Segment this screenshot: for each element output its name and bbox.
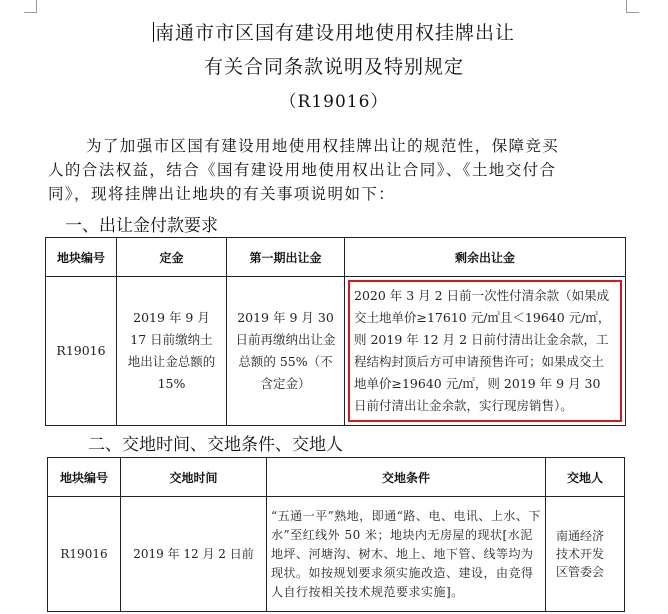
header-deposit: 定金 [117,238,227,277]
table-header-row [48,458,625,497]
cell-handover-condition: “五通一平”熟地，即通“路、电、电讯、上水、下水”至红线外 50 米；地块内无房屋的现状[水泥地坪、河塘沟、树木、地上、地下管、线等均为现状。如按规划要求须实施改造、建设，由竞得人自行按相关技术规范要求实施]。 [267,497,546,612]
deposit-text: 2019 年 9 月 17 日前缴纳土地出让金总额的 15% [127,310,216,391]
intro-line: 人的合法权益，结合《国有建设用地使用权出让合同》、《土地交付合 [48,161,557,179]
header-remaining-payment: 剩余出让金 [345,238,626,277]
handover-party-text: 南通经济技术开发区管委会 [556,528,605,579]
cell-handover-party [546,497,625,612]
page-corner-mark-left [24,0,37,13]
cell-handover-time: 2019 年 12 月 2 日前 [121,497,267,612]
header-parcel-id: 地块编号 [46,238,117,277]
intro-line: 为了加强市区国有建设用地使用权挂牌出让的规范性，保障竞买 [86,137,560,155]
first-payment-text: 2019 年 9 月 30 日前再缴纳出让金总额的 55%（不含定金） [235,310,336,391]
table-row [48,497,625,612]
table-row [46,277,626,426]
cell-deposit [117,277,227,426]
document-subtitle: 有关合同条款说明及特别规定 [203,56,464,78]
cell-parcel-id: R19016 [46,277,117,426]
header-first-payment: 第一期出让金 [227,238,345,277]
header-handover-party: 交地人 [546,458,625,497]
header-handover-time: 交地时间 [121,458,267,497]
intro-paragraph [48,134,623,206]
document-code: （R19016） [279,92,389,112]
header-handover-condition: 交地条件 [267,458,546,497]
document-title [0,18,668,45]
section-heading-handover: 二、交地时间、交地条件、交地人 [88,435,343,455]
text-cursor [153,22,154,42]
cell-first-payment [227,277,345,426]
intro-line: 同》，现将挂牌出让地块的有关事项说明如下： [48,185,396,203]
payment-table [45,237,626,426]
section-heading-payment: 一、出让金付款要求 [65,216,218,236]
table-header-row [46,238,626,277]
title-line-1: 南通市市区国有建设用地使用权挂牌出让 [154,22,515,44]
cell-remaining-payment [345,277,626,426]
cell-parcel-id: R19016 [48,497,121,612]
handover-table [47,457,625,612]
header-parcel-id: 地块编号 [48,458,121,497]
highlight-box: 2020 年 3 月 2 日前一次性付清余款（如果成交土地单价≥17610 元/㎡且＜19640 元/㎡，则 2019 年 12 月 2 日前付清出让金余款，工程结构封顶后方可申请预售许可；如果成交土地单价≥19640 元/㎡，则 2019 年 9 月 30 日前付清出让金余款，实行现房销售）。 [348,280,622,422]
page-corner-mark-right [626,0,639,13]
